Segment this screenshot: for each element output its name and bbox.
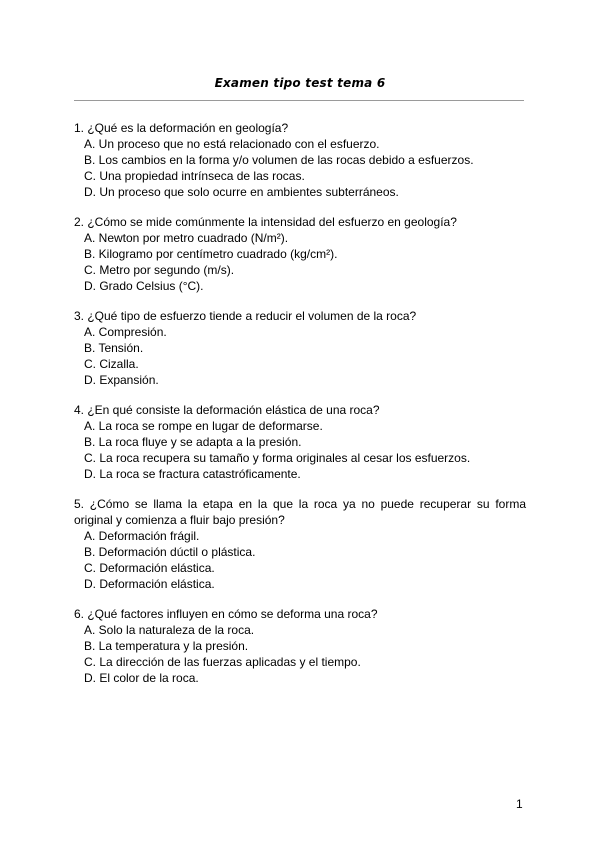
question-text: 2. ¿Cómo se mide comúnmente la intensidad del esfuerzo en geología? bbox=[74, 215, 457, 229]
option-a: A. Deformación frágil. bbox=[84, 529, 200, 543]
page-number: 1 bbox=[516, 797, 523, 811]
title-divider bbox=[74, 100, 524, 101]
option-b: B. Deformación dúctil o plástica. bbox=[84, 545, 256, 559]
option-a: A. Compresión. bbox=[84, 325, 167, 339]
question-4 bbox=[74, 402, 526, 482]
option-b: B. Tensión. bbox=[84, 341, 144, 355]
question-2 bbox=[74, 214, 526, 294]
option-d: D. Deformación elástica. bbox=[84, 577, 215, 591]
question-text: 1. ¿Qué es la deformación en geología? bbox=[74, 121, 289, 135]
option-c: C. Deformación elástica. bbox=[84, 561, 215, 575]
option-a: A. Solo la naturaleza de la roca. bbox=[84, 623, 255, 637]
option-b: B. Kilogramo por centímetro cuadrado (kg/cm²). bbox=[84, 247, 338, 261]
question-6 bbox=[74, 606, 526, 686]
question-text: 4. ¿En qué consiste la deformación elástica de una roca? bbox=[74, 403, 380, 417]
question-text: 6. ¿Qué factores influyen en cómo se deforma una roca? bbox=[74, 607, 378, 621]
option-d: D. La roca se fractura catastróficamente. bbox=[84, 467, 301, 481]
option-c: C. La roca recupera su tamaño y forma originales al cesar los esfuerzos. bbox=[84, 451, 471, 465]
question-1 bbox=[74, 120, 526, 200]
exam-title: Examen tipo test tema 6 bbox=[214, 76, 386, 90]
option-c: C. La dirección de las fuerzas aplicadas y el tiempo. bbox=[84, 655, 361, 669]
option-a: A. La roca se rompe en lugar de deformarse. bbox=[84, 419, 323, 433]
option-d: D. Un proceso que solo ocurre en ambientes subterráneos. bbox=[84, 185, 399, 199]
option-c: C. Cizalla. bbox=[84, 357, 139, 371]
question-5 bbox=[74, 496, 526, 592]
question-text: 5. ¿Cómo se llama la etapa en la que la roca ya no puede recuperar su forma original y comienza a fluir bajo presión? bbox=[74, 497, 526, 527]
question-3 bbox=[74, 308, 526, 388]
option-c: C. Una propiedad intrínseca de las rocas. bbox=[84, 169, 305, 183]
option-b: B. La temperatura y la presión. bbox=[84, 639, 249, 653]
question-list bbox=[74, 120, 526, 700]
option-b: B. La roca fluye y se adapta a la presión. bbox=[84, 435, 302, 449]
option-d: D. Grado Celsius (°C). bbox=[84, 279, 204, 293]
option-a: A. Newton por metro cuadrado (N/m²). bbox=[84, 231, 289, 245]
option-c: C. Metro por segundo (m/s). bbox=[84, 263, 235, 277]
option-d: D. Expansión. bbox=[84, 373, 159, 387]
option-b: B. Los cambios en la forma y/o volumen de las rocas debido a esfuerzos. bbox=[84, 153, 474, 167]
question-text: 3. ¿Qué tipo de esfuerzo tiende a reducir el volumen de la roca? bbox=[74, 309, 417, 323]
option-a: A. Un proceso que no está relacionado con el esfuerzo. bbox=[84, 137, 380, 151]
option-d: D. El color de la roca. bbox=[84, 671, 199, 685]
